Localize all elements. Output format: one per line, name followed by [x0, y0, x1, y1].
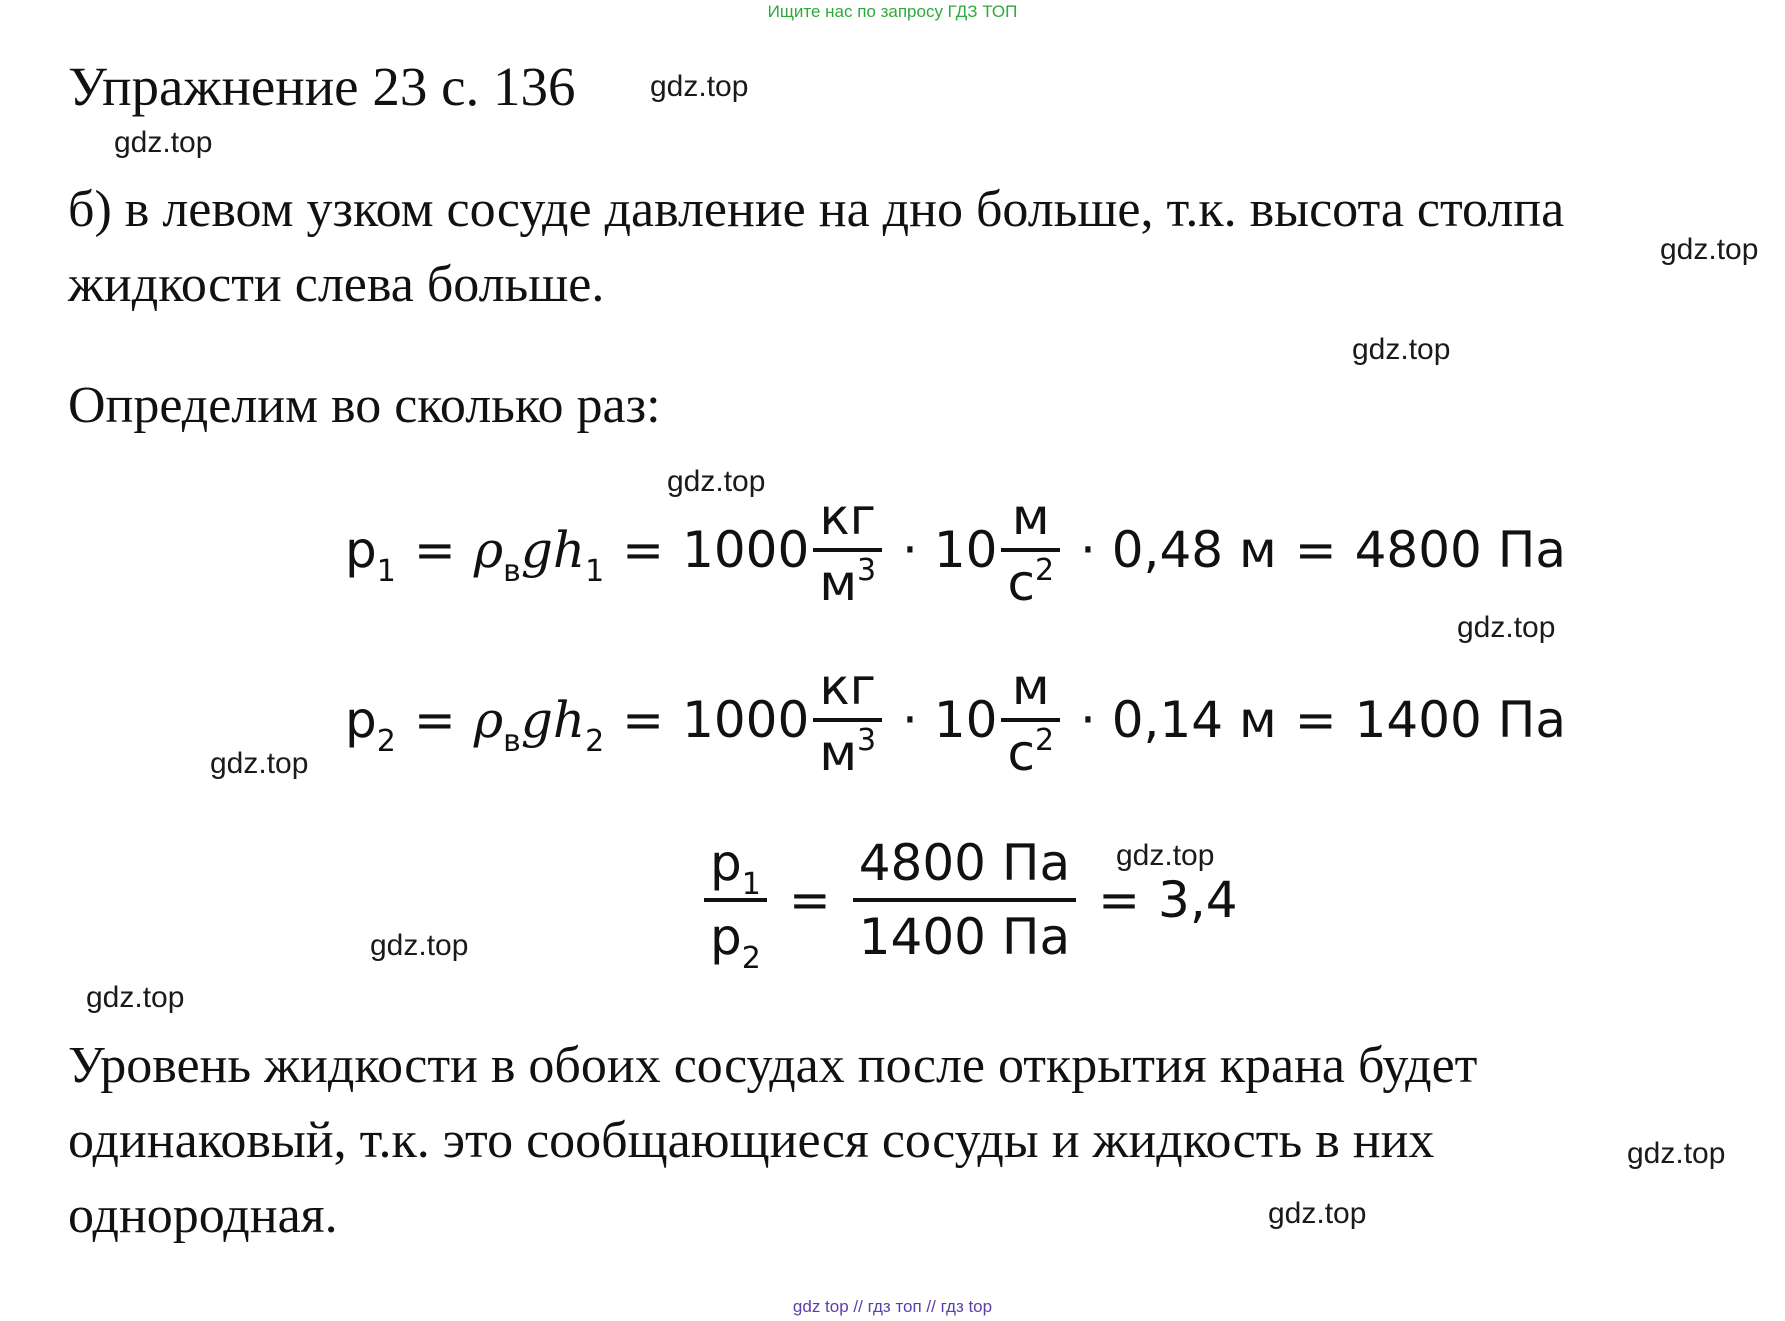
p2-density: 1000 [682, 691, 810, 749]
watermark: gdz.top [1660, 233, 1759, 266]
p1-symbol: $p_1$ [345, 521, 396, 589]
watermark: gdz.top [370, 929, 469, 962]
answer-b-line-1: б) в левом узком сосуде давление на дно больше, т.к. высота столпа [68, 181, 1565, 238]
p1-density-unit: $\frac{кг}{м^3}$ [813, 486, 882, 614]
watermark: gdz.top [667, 465, 766, 498]
p2-symbol: $p_2$ [345, 691, 396, 759]
watermark: gdz.top [210, 747, 309, 780]
watermark: gdz.top [1352, 333, 1451, 366]
equation-p1: $p_1$ = $\rho_вgh_1$ = 1000 $\frac{кг}{м^3}$ · 10 $\frac{м}{с^2}$ · 0,48 м = 4800 Па [345, 488, 1566, 612]
ratio-values: $\frac{4800 Па}{1400 Па}$ [853, 828, 1076, 972]
p2-gravity-unit: $\frac{м}{с^2}$ [1001, 656, 1060, 784]
p1-gravity-unit: $\frac{м}{с^2}$ [1001, 486, 1060, 614]
p1-height: 0,48 м [1111, 521, 1277, 579]
conclusion-line-3: однородная. [68, 1187, 338, 1244]
watermark: gdz.top [650, 70, 749, 103]
top-banner[interactable]: Ищите нас по запросу ГДЗ ТОП [767, 2, 1018, 21]
p2-formula: $\rho_вgh_2$ [473, 691, 605, 759]
equation-p2: $p_2$ = $\rho_вgh_2$ = 1000 $\frac{кг}{м^3}$ · 10 $\frac{м}{с^2}$ · 0,14 м = 1400 Па [345, 658, 1566, 782]
watermark: gdz.top [1457, 611, 1556, 644]
p1-formula: $\rho_вgh_1$ [473, 521, 605, 589]
p2-gravity: 10 [933, 691, 998, 749]
p2-density-unit: $\frac{кг}{м^3}$ [813, 656, 882, 784]
watermark: gdz.top [1268, 1197, 1367, 1230]
p1-result: 4800 Па [1354, 521, 1566, 579]
watermark: gdz.top [86, 981, 185, 1014]
conclusion-line-1: Уровень жидкости в обоих сосудах после открытия крана будет [68, 1037, 1478, 1094]
ratio-symbols: $\frac{p_1}{p_2}$ [704, 828, 767, 972]
exercise-title: Упражнение 23 с. 136 [68, 56, 576, 117]
equation-ratio: $\frac{p_1}{p_2}$ = $\frac{4800 Па}{1400 Па}$ = 3,4 [700, 828, 1238, 972]
answer-paragraph-b [68, 172, 1564, 322]
p2-result: 1400 Па [1354, 691, 1566, 749]
watermark: gdz.top [1116, 839, 1215, 872]
p2-height: 0,14 м [1111, 691, 1277, 749]
p1-gravity: 10 [933, 521, 998, 579]
p1-density: 1000 [682, 521, 810, 579]
answer-b-line-2: жидкости слева больше. [68, 256, 605, 313]
watermark: gdz.top [1627, 1137, 1726, 1170]
ratio-result: 3,4 [1158, 871, 1238, 929]
footer-links[interactable]: gdz top // гдз топ // гдз top [792, 1297, 993, 1316]
conclusion-line-2: одинаковый, т.к. это сообщающиеся сосуды и жидкость в них [68, 1112, 1435, 1169]
define-heading: Определим во сколько раз: [68, 377, 661, 434]
conclusion-paragraph [68, 1028, 1477, 1253]
watermark: gdz.top [114, 126, 213, 159]
